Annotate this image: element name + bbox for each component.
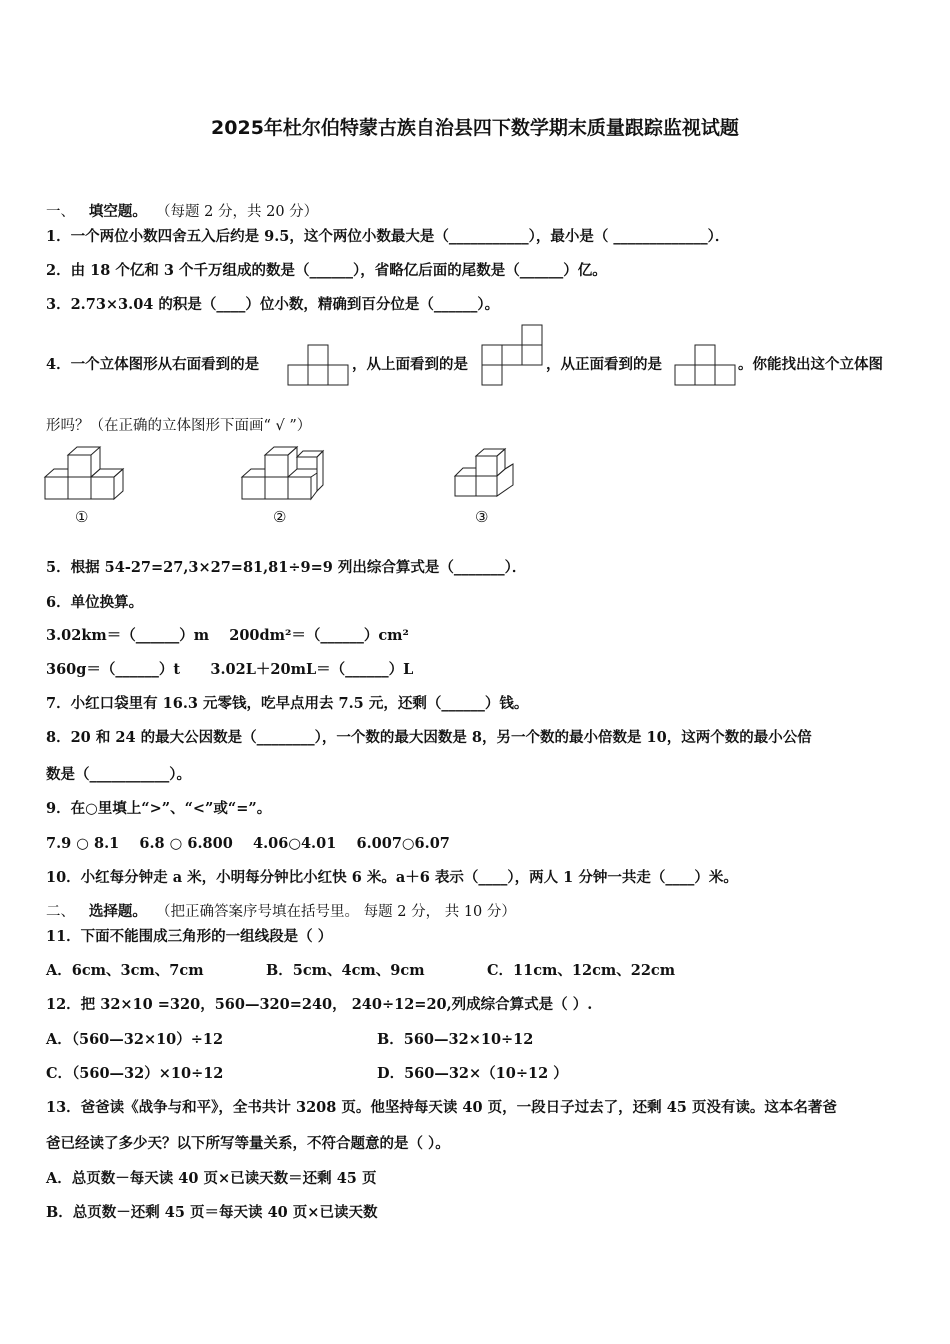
question-8-line1: 8．20 和 24 的最大公因数是（________），一个数的最大因数是 8，另一个数的最小倍数是 10，这两个数的最小公倍 — [46, 729, 812, 746]
q9-item-1: 7.9 ○ 8.1 — [46, 835, 120, 852]
section-2-name: 选择题。 — [88, 903, 147, 920]
question-9-items — [46, 835, 450, 853]
solid-figure-3 — [454, 448, 516, 500]
question-7: 7．小红口袋里有 16.3 元零钱，吃早点用去 7.5 元，还剩（______）钱。 — [46, 695, 529, 712]
page-title: 2025年杜尔伯特蒙古族自治县四下数学期末质量跟踪监视试题 — [211, 117, 739, 139]
section-1-name: 填空题。 — [88, 203, 147, 220]
question-13-line2: 爸已经读了多少天？以下所写等量关系，不符合题意的是（ ）。 — [46, 1135, 450, 1152]
question-4-part4: 。你能找出这个立体图 — [738, 356, 883, 373]
question-12-stem: 12．把 32×10 =320，560—320=240， 240÷12=20,列成综合算式是（ ）. — [46, 996, 593, 1013]
question-1: 1．一个两位小数四舍五入后约是 9.5，这个两位小数最大是（___________），最小是（ _____________）． — [46, 228, 730, 245]
question-4-part2: ，从上面看到的是 — [352, 356, 468, 373]
section-1-note: （每题 2 分，共 20 分） — [156, 204, 319, 220]
question-6-stem: 6．单位换算。 — [46, 594, 144, 611]
question-10: 10．小红每分钟走 a 米，小明每分钟比小红快 6 米。a＋6 表示（____），两人 1 分钟一共走（____）米。 — [46, 869, 738, 886]
question-12-option-b[interactable]: B．560—32×10÷12 — [377, 1031, 534, 1048]
solid-figure-2 — [241, 445, 325, 501]
solid-figure-1 — [44, 445, 124, 501]
question-4-part3: ，从正面看到的是 — [546, 356, 662, 373]
question-2: 2．由 18 个亿和 3 个千万组成的数是（______），省略亿后面的尾数是（______）亿。 — [46, 262, 607, 279]
question-5: 5．根据 54-27=27,3×27=81,81÷9=9 列出综合算式是（_______）． — [46, 559, 527, 576]
q9-item-2: 6.8 ○ 6.800 — [139, 835, 233, 852]
q9-item-4: 6.007○6.07 — [356, 835, 450, 852]
question-9-stem: 9．在○里填上“>”、“<”或“=”。 — [46, 800, 272, 817]
section-1-header — [46, 203, 318, 221]
q6-row2-b: 3.02L＋20mL＝（______）L — [210, 661, 414, 678]
option-1-label[interactable]: ① — [75, 508, 89, 526]
question-11-option-b[interactable]: B．5cm、4cm、9cm — [266, 962, 425, 979]
question-3: 3．2.73×3.04 的积是（____）位小数，精确到百分位是（______）。 — [46, 296, 500, 313]
option-3-label[interactable]: ③ — [475, 508, 489, 526]
q6-row1-b: 200dm²＝（______）cm² — [229, 627, 409, 644]
q6-row1-a: 3.02km＝（______）m — [46, 627, 210, 644]
question-8-line2: 数是（___________）。 — [46, 766, 191, 783]
front-view-figure — [675, 345, 735, 385]
q6-row2-a: 360g＝（______）t — [46, 661, 181, 678]
question-12-option-a[interactable]: A．（560—32×10）÷12 — [46, 1031, 224, 1048]
question-13-option-a[interactable]: A．总页数－每天读 40 页×已读天数＝还剩 45 页 — [46, 1170, 377, 1187]
question-11-stem: 11．下面不能围成三角形的一组线段是（ ） — [46, 928, 333, 945]
question-13-line1: 13．爸爸读《战争与和平》，全书共计 3208 页。他坚持每天读 40 页，一段日子过去了，还剩 45 页没有读。这本名著爸 — [46, 1099, 837, 1116]
option-2-label[interactable]: ② — [273, 508, 287, 526]
question-11-option-c[interactable]: C．11cm、12cm、22cm — [487, 962, 676, 979]
section-2-header — [46, 903, 516, 921]
q9-item-3: 4.06○4.01 — [253, 835, 337, 852]
question-4-part1: 4．一个立体图形从右面看到的是 — [46, 356, 260, 373]
question-6-row2 — [46, 661, 413, 679]
question-4-line2: 形吗？（在正确的立体图形下面画“ √ ”） — [46, 418, 312, 434]
section-1-label: 一、 — [46, 204, 75, 220]
question-12-option-d[interactable]: D．560—32×（10÷12 ） — [377, 1065, 568, 1082]
top-view-figure — [482, 325, 542, 385]
section-2-label: 二、 — [46, 904, 75, 920]
question-13-option-b[interactable]: B．总页数－还剩 45 页＝每天读 40 页×已读天数 — [46, 1204, 378, 1221]
section-2-note: （把正确答案序号填在括号里。 每题 2 分， 共 10 分） — [156, 904, 516, 920]
right-view-figure — [288, 345, 348, 385]
question-12-option-c[interactable]: C．（560—32）×10÷12 — [46, 1065, 224, 1082]
question-11-option-a[interactable]: A．6cm、3cm、7cm — [46, 962, 204, 979]
question-6-row1 — [46, 627, 409, 645]
